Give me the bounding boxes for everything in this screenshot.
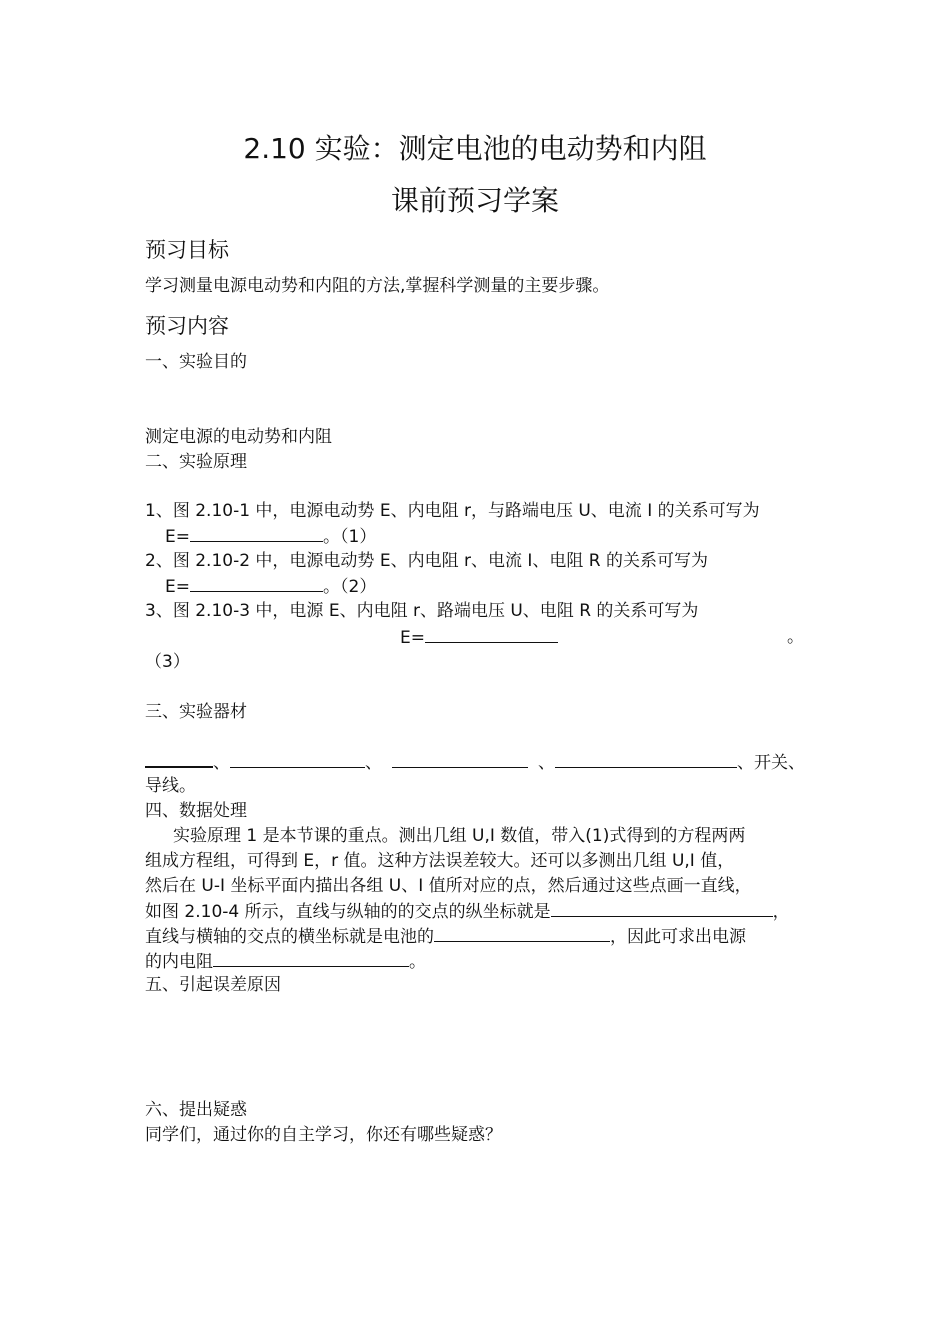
principle-2-equation xyxy=(165,574,376,599)
data-text-line-6 xyxy=(145,949,426,974)
principle-3-period: 。 xyxy=(787,627,804,647)
separator: 、 xyxy=(538,753,555,773)
line-end: 。 xyxy=(409,952,426,972)
equipment-blank-1[interactable] xyxy=(145,749,213,768)
line-text: 如图 2.10-4 所示，直线与纵轴的的交点的纵坐标就是 xyxy=(145,902,551,922)
equipment-line xyxy=(145,749,805,775)
principle-3-number: （3） xyxy=(145,652,190,672)
equipment-tail: 、开关、 xyxy=(737,753,805,773)
section-6-heading: 六、提出疑惑 xyxy=(145,1100,247,1120)
principle-1-text: 1、图 2.10-1 中，电源电动势 E、内电阻 r，与路端电压 U、电流 I 的关系可写为 xyxy=(145,501,760,521)
equation-prefix: E= xyxy=(400,628,425,648)
equation-prefix: E= xyxy=(165,577,190,597)
goal-text: 学习测量电源电动势和内阻的方法,掌握科学测量的主要步骤。 xyxy=(145,276,610,296)
equipment-blank-3[interactable] xyxy=(392,750,528,768)
line-end: ， xyxy=(772,902,790,922)
section-4-heading: 四、数据处理 xyxy=(145,801,247,821)
line-end: ，因此可求出电源 xyxy=(610,927,746,947)
equipment-blank-4[interactable] xyxy=(555,750,737,768)
equipment-blank-2[interactable] xyxy=(230,750,365,768)
principle-3-text: 3、图 2.10-3 中，电源 E、内电阻 r、路端电压 U、电阻 R 的关系可写为 xyxy=(145,601,699,621)
fill-blank-2[interactable] xyxy=(190,574,323,592)
data-text-line-5 xyxy=(145,924,746,949)
principle-1-equation xyxy=(165,524,376,549)
section-6-text: 同学们，通过你的自主学习，你还有哪些疑惑？ xyxy=(145,1125,502,1145)
line-text: 直线与横轴的交点的横坐标就是电池的 xyxy=(145,927,434,947)
section-2-heading: 二、实验原理 xyxy=(145,452,247,472)
page-title: 2.10 实验：测定电池的电动势和内阻 xyxy=(243,132,707,165)
fill-blank-1[interactable] xyxy=(190,524,323,542)
goal-heading: 预习目标 xyxy=(145,238,229,262)
section-3-heading: 三、实验器材 xyxy=(145,702,247,722)
section-1-heading: 一、实验目的 xyxy=(145,352,247,372)
principle-2-text: 2、图 2.10-2 中，电源电动势 E、内电阻 r、电流 I、电阻 R 的关系可写为 xyxy=(145,551,708,571)
data-text-line-3: 然后在 U-I 坐标平面内描出各组 U、I 值所对应的点，然后通过这些点画一直线， xyxy=(145,876,752,896)
separator: 、 xyxy=(213,753,230,773)
data-text-line-1: 实验原理 1 是本节课的重点。测出几组 U,I 数值，带入(1)式得到的方程两两 xyxy=(173,826,746,846)
data-text-line-4 xyxy=(145,899,790,924)
equipment-line-2: 导线。 xyxy=(145,776,196,796)
separator: 、 xyxy=(365,753,382,773)
data-blank-2[interactable] xyxy=(434,924,610,942)
fill-blank-3[interactable] xyxy=(425,625,558,643)
equation-prefix: E= xyxy=(165,527,190,547)
data-text-line-2: 组成方程组，可得到 E，r 值。这种方法误差较大。还可以多测出几组 U,I 值， xyxy=(145,851,735,871)
principle-3-equation xyxy=(400,625,558,650)
line-text: 的内电阻 xyxy=(145,952,213,972)
section-1-text: 测定电源的电动势和内阻 xyxy=(145,427,332,447)
data-blank-1[interactable] xyxy=(551,899,773,917)
equation-suffix: 。（1） xyxy=(323,527,377,547)
section-5-heading: 五、引起误差原因 xyxy=(145,975,281,995)
data-blank-3[interactable] xyxy=(213,949,409,967)
content-heading: 预习内容 xyxy=(145,314,229,338)
page-subtitle: 课前预习学案 xyxy=(390,184,559,217)
equation-suffix: 。（2） xyxy=(323,577,377,597)
